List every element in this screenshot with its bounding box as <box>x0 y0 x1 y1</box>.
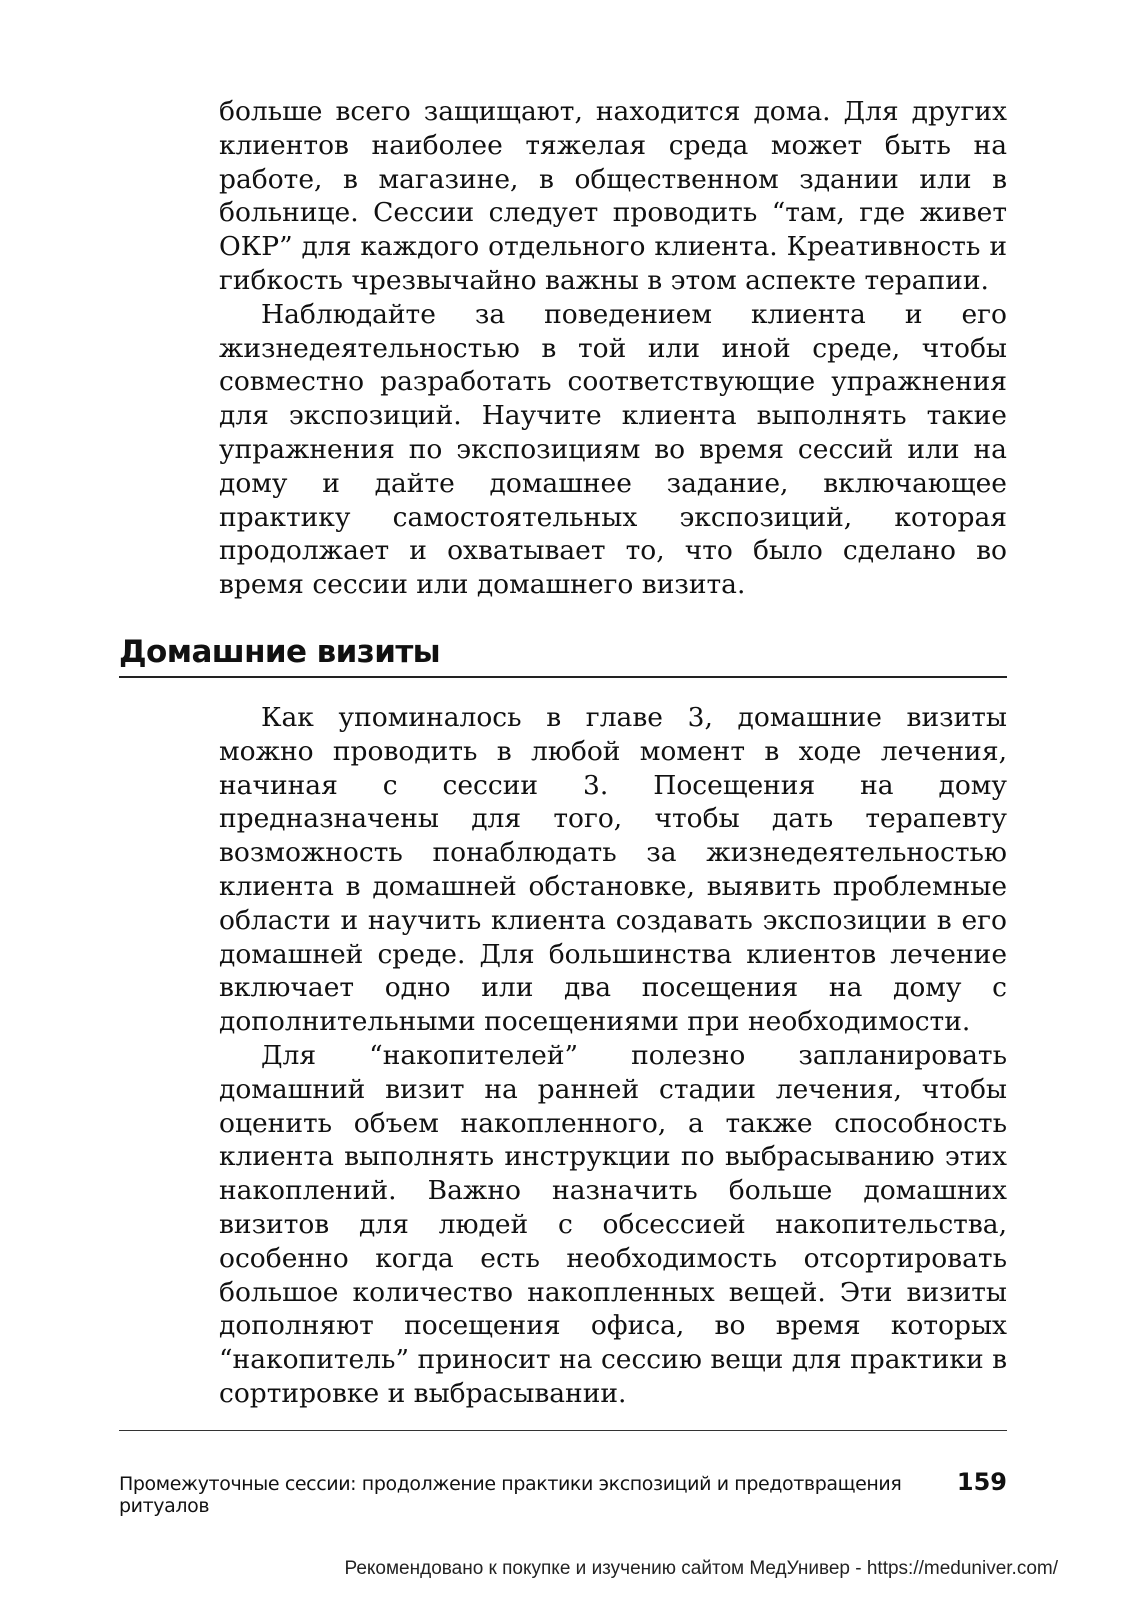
page-footer <box>119 1468 1007 1517</box>
paragraph: Наблюдайте за поведением клиента и его жизнедеятельностью в той или иной среде, чтобы совместно разработать соответствующие упражнения для экспозиций. Научите клиента выполнять такие упражнения по экспозициям во время сессий или на дому и дайте домашнее задание, включающее практику самостоятельных экспозиций, которая продолжает и охватывает то, что было сделано во время сессии или домашнего визита. <box>219 298 1007 601</box>
heading-rule <box>119 676 1007 678</box>
section-heading: Домашние визиты <box>119 634 441 670</box>
page-number: 159 <box>956 1468 1007 1496</box>
paragraph: Как упоминалось в главе 3, домашние визиты можно проводить в любой момент в ходе лечения, начиная с сессии 3. Посещения на дому предназначены для того, чтобы дать терапевту возможность понаблюдать за жизнедеятельностью клиента в домашней обстановке, выявить проблемные области и научить клиента создавать экспозиции в его домашней среде. Для большинства клиентов лечение включает одно или два посещения на дому с дополнительными посещениями при необходимости. <box>219 702 1007 1038</box>
footer-rule <box>119 1430 1007 1431</box>
running-title: Промежуточные сессии: продолжение практики экспозиций и предотвращения ритуалов <box>119 1473 902 1517</box>
body-text-block-2 <box>219 701 1007 1411</box>
paragraph: Для “накопителей” полезно запланировать домашний визит на ранней стадии лечения, чтобы оценить объем накопленного, а также способность клиента выполнять инструкции по выбрасыванию этих накоплений. Важно назначить больше домашних визитов для людей с обсессией накопительства, особенно когда есть необходимость отсортировать большое количество накопленных вещей. Эти визиты дополняют посещения офиса, во время которых “накопитель” приносит на сессию вещи для практики в сортировке и выбрасывании. <box>219 1039 1007 1409</box>
watermark-text: Рекомендовано к покупке и изучению сайтом МедУнивер - https://meduniver.com/ <box>344 1558 1058 1579</box>
body-text-block-1 <box>219 95 1007 602</box>
paragraph: больше всего защищают, находится дома. Для других клиентов наиболее тяжелая среда может быть на работе, в магазине, в общественном здании или в больнице. Сессии следует проводить “там, где живет ОКР” для каждого отдельного клиента. Креативность и гибкость чрезвычайно важны в этом аспекте терапии. <box>219 96 1007 296</box>
